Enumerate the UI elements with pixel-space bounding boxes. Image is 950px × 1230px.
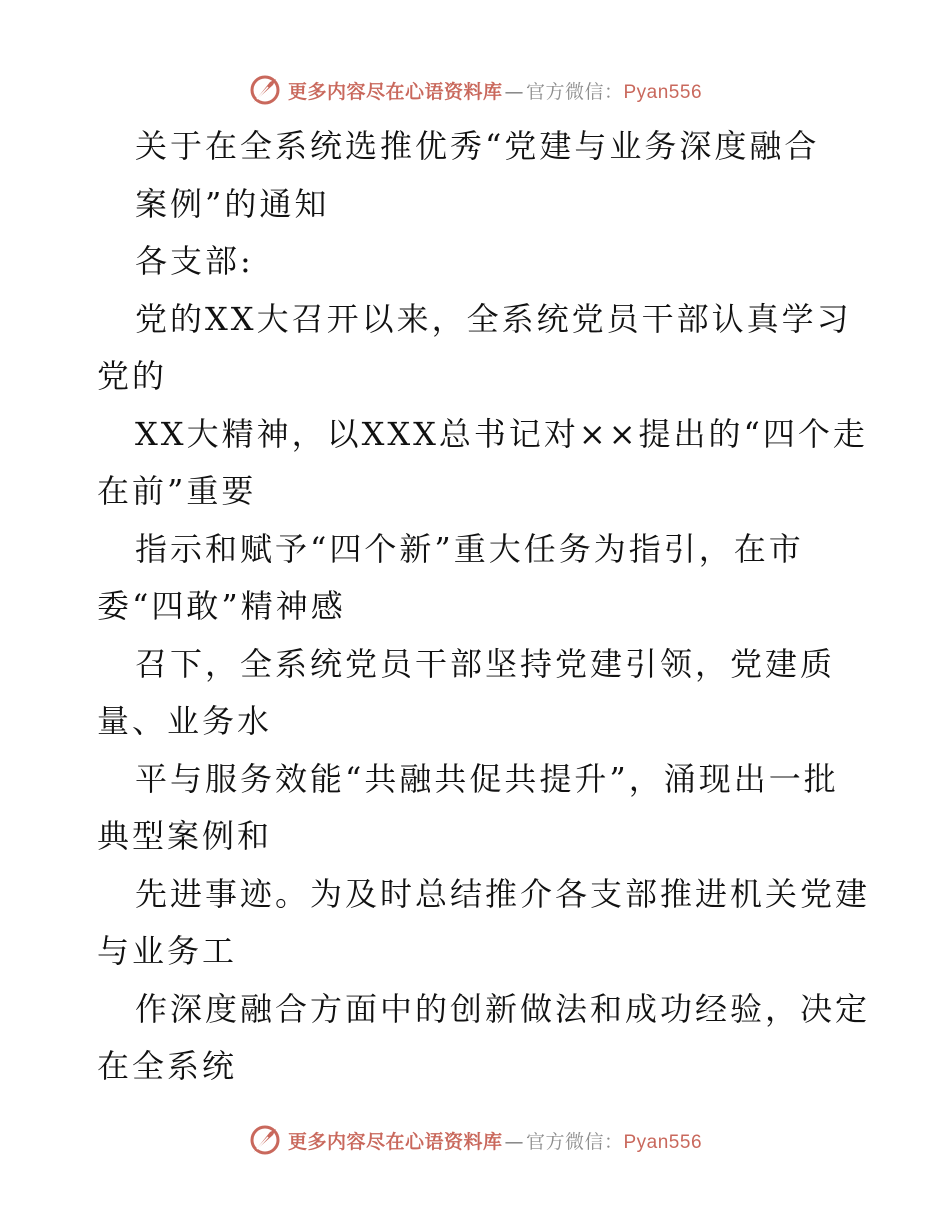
banner-separator: —: [504, 80, 524, 103]
header-banner: [0, 70, 950, 110]
banner-content: [248, 73, 702, 107]
banner-wechat-label: 官方微信：: [525, 1130, 624, 1153]
body-line: 先进事迹。为及时总结推介各支部推进机关党建: [135, 874, 871, 913]
salutation: 各支部:: [135, 242, 254, 280]
banner-main-text: 更多内容尽在心语资料库: [287, 1130, 503, 1153]
body-line: 指示和赋予“四个新”重大任务为指引，在市: [135, 529, 804, 568]
body-line: XX大精神，以XXX总书记对××提出的“四个走: [135, 414, 868, 453]
quill-logo-icon: [248, 73, 282, 107]
body-line: 召下，全系统党员干部坚持党建引领，党建质: [135, 644, 836, 683]
body-line: 党的XX大召开以来，全系统党员干部认真学习: [135, 299, 852, 338]
body-line: 平与服务效能“共融共促共提升”，涌现出一批: [135, 759, 839, 798]
quill-logo-icon: [248, 1123, 282, 1157]
banner-content: [248, 1123, 702, 1157]
body-line: 委“四敢”精神感: [97, 587, 346, 625]
body-line: 与业务工: [97, 932, 238, 970]
banner-text: [288, 77, 702, 104]
body-line: 量、业务水: [97, 702, 273, 740]
body-line: 作深度融合方面中的创新做法和成功经验，决定: [135, 989, 871, 1028]
body-line: 在全系统: [97, 1047, 238, 1085]
body-line: 党的: [97, 357, 168, 395]
body-line: 在前”重要: [97, 472, 257, 510]
banner-separator: —: [504, 1130, 524, 1153]
title-line-1: 关于在全系统选推优秀“党建与业务深度融合: [135, 127, 820, 165]
banner-text: [288, 1127, 702, 1154]
banner-wechat-id: Pyan556: [623, 81, 703, 103]
banner-main-text: 更多内容尽在心语资料库: [287, 80, 503, 103]
document-body: [97, 118, 897, 1096]
title-line-2: 案例”的通知: [135, 184, 330, 223]
banner-wechat-label: 官方微信：: [525, 80, 624, 103]
banner-wechat-id: Pyan556: [623, 1131, 703, 1153]
body-line: 典型案例和: [97, 817, 273, 855]
footer-banner: [0, 1120, 950, 1160]
